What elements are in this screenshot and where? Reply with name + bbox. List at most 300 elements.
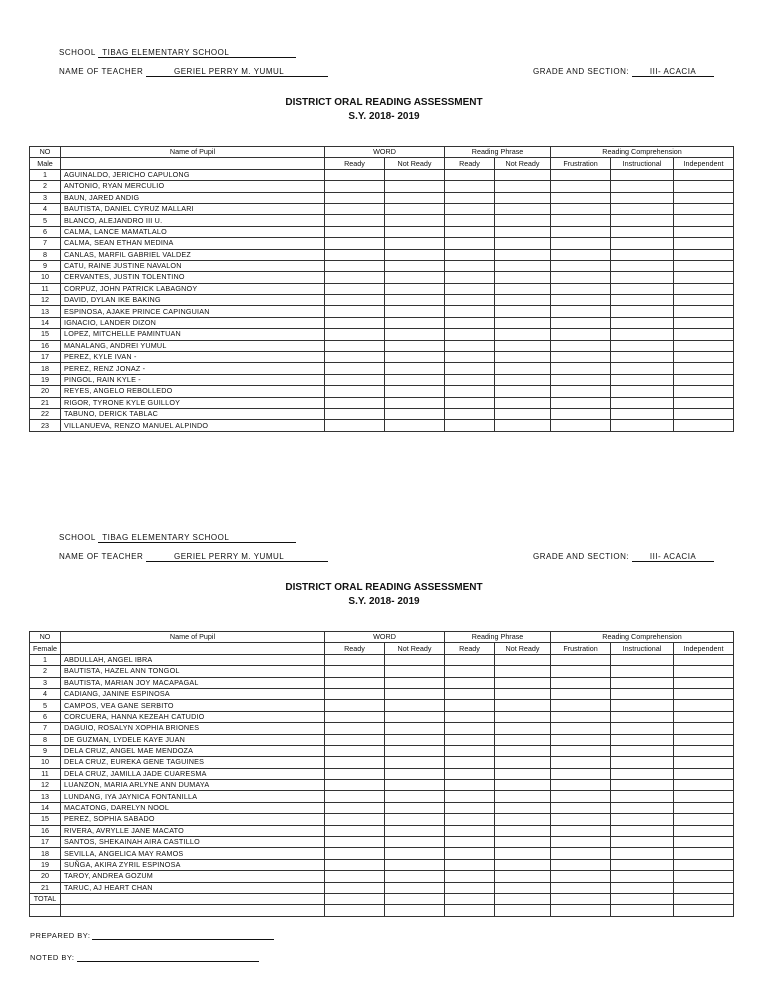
independent-cell[interactable] [674,882,734,893]
frustration-cell[interactable] [551,340,611,351]
phrase-not-ready-cell[interactable] [495,352,551,363]
instructional-cell[interactable] [611,340,674,351]
instructional-cell[interactable] [611,226,674,237]
word-not-ready-cell[interactable] [385,654,445,665]
frustration-cell[interactable] [551,734,611,745]
phrase-not-ready-cell[interactable] [495,386,551,397]
phrase-not-ready-cell[interactable] [495,825,551,836]
instructional-cell[interactable] [611,352,674,363]
word-ready-cell[interactable] [325,871,385,882]
frustration-cell[interactable] [551,711,611,722]
independent-cell[interactable] [674,814,734,825]
instructional-cell[interactable] [611,882,674,893]
word-ready-cell[interactable] [325,654,385,665]
word-not-ready-cell[interactable] [385,408,445,419]
independent-cell[interactable] [674,397,734,408]
instructional-cell[interactable] [611,654,674,665]
phrase-ready-cell[interactable] [445,329,495,340]
phrase-not-ready-cell[interactable] [495,814,551,825]
instructional-cell[interactable] [611,905,674,916]
word-not-ready-cell[interactable] [385,397,445,408]
independent-cell[interactable] [674,780,734,791]
independent-cell[interactable] [674,688,734,699]
frustration-cell[interactable] [551,814,611,825]
instructional-cell[interactable] [611,666,674,677]
word-ready-cell[interactable] [325,203,385,214]
instructional-cell[interactable] [611,317,674,328]
phrase-not-ready-cell[interactable] [495,340,551,351]
word-not-ready-cell[interactable] [385,791,445,802]
word-not-ready-cell[interactable] [385,688,445,699]
frustration-cell[interactable] [551,295,611,306]
instructional-cell[interactable] [611,374,674,385]
word-not-ready-cell[interactable] [385,192,445,203]
word-ready-cell[interactable] [325,215,385,226]
word-ready-cell[interactable] [325,825,385,836]
phrase-not-ready-cell[interactable] [495,757,551,768]
phrase-not-ready-cell[interactable] [495,745,551,756]
independent-cell[interactable] [674,329,734,340]
phrase-ready-cell[interactable] [445,871,495,882]
instructional-cell[interactable] [611,420,674,431]
word-not-ready-cell[interactable] [385,893,445,904]
word-ready-cell[interactable] [325,352,385,363]
phrase-not-ready-cell[interactable] [495,374,551,385]
frustration-cell[interactable] [551,306,611,317]
phrase-ready-cell[interactable] [445,700,495,711]
phrase-not-ready-cell[interactable] [495,317,551,328]
instructional-cell[interactable] [611,791,674,802]
instructional-cell[interactable] [611,871,674,882]
instructional-cell[interactable] [611,700,674,711]
phrase-ready-cell[interactable] [445,397,495,408]
independent-cell[interactable] [674,734,734,745]
frustration-cell[interactable] [551,848,611,859]
instructional-cell[interactable] [611,238,674,249]
frustration-cell[interactable] [551,700,611,711]
frustration-cell[interactable] [551,871,611,882]
instructional-cell[interactable] [611,203,674,214]
frustration-cell[interactable] [551,791,611,802]
instructional-cell[interactable] [611,825,674,836]
frustration-cell[interactable] [551,363,611,374]
phrase-ready-cell[interactable] [445,768,495,779]
frustration-cell[interactable] [551,352,611,363]
instructional-cell[interactable] [611,260,674,271]
independent-cell[interactable] [674,181,734,192]
independent-cell[interactable] [674,654,734,665]
word-not-ready-cell[interactable] [385,848,445,859]
word-ready-cell[interactable] [325,397,385,408]
independent-cell[interactable] [674,871,734,882]
word-not-ready-cell[interactable] [385,745,445,756]
phrase-not-ready-cell[interactable] [495,295,551,306]
phrase-not-ready-cell[interactable] [495,848,551,859]
frustration-cell[interactable] [551,386,611,397]
word-ready-cell[interactable] [325,306,385,317]
phrase-not-ready-cell[interactable] [495,238,551,249]
instructional-cell[interactable] [611,215,674,226]
independent-cell[interactable] [674,837,734,848]
independent-cell[interactable] [674,306,734,317]
word-ready-cell[interactable] [325,723,385,734]
frustration-cell[interactable] [551,408,611,419]
independent-cell[interactable] [674,905,734,916]
frustration-cell[interactable] [551,666,611,677]
instructional-cell[interactable] [611,780,674,791]
phrase-not-ready-cell[interactable] [495,711,551,722]
phrase-not-ready-cell[interactable] [495,226,551,237]
phrase-not-ready-cell[interactable] [495,837,551,848]
phrase-ready-cell[interactable] [445,802,495,813]
phrase-ready-cell[interactable] [445,654,495,665]
phrase-ready-cell[interactable] [445,181,495,192]
word-not-ready-cell[interactable] [385,905,445,916]
phrase-ready-cell[interactable] [445,848,495,859]
phrase-ready-cell[interactable] [445,893,495,904]
frustration-cell[interactable] [551,249,611,260]
word-not-ready-cell[interactable] [385,295,445,306]
independent-cell[interactable] [674,893,734,904]
word-ready-cell[interactable] [325,859,385,870]
word-ready-cell[interactable] [325,386,385,397]
instructional-cell[interactable] [611,723,674,734]
word-ready-cell[interactable] [325,226,385,237]
instructional-cell[interactable] [611,757,674,768]
instructional-cell[interactable] [611,893,674,904]
instructional-cell[interactable] [611,848,674,859]
phrase-not-ready-cell[interactable] [495,871,551,882]
phrase-ready-cell[interactable] [445,374,495,385]
word-not-ready-cell[interactable] [385,363,445,374]
word-ready-cell[interactable] [325,238,385,249]
word-ready-cell[interactable] [325,688,385,699]
instructional-cell[interactable] [611,837,674,848]
phrase-ready-cell[interactable] [445,905,495,916]
instructional-cell[interactable] [611,397,674,408]
phrase-not-ready-cell[interactable] [495,723,551,734]
word-ready-cell[interactable] [325,757,385,768]
word-ready-cell[interactable] [325,745,385,756]
independent-cell[interactable] [674,226,734,237]
phrase-not-ready-cell[interactable] [495,700,551,711]
phrase-ready-cell[interactable] [445,711,495,722]
frustration-cell[interactable] [551,238,611,249]
prepared-by-signature-field[interactable] [92,930,274,940]
frustration-cell[interactable] [551,192,611,203]
independent-cell[interactable] [674,666,734,677]
phrase-ready-cell[interactable] [445,238,495,249]
phrase-ready-cell[interactable] [445,272,495,283]
frustration-cell[interactable] [551,203,611,214]
word-ready-cell[interactable] [325,374,385,385]
independent-cell[interactable] [674,791,734,802]
instructional-cell[interactable] [611,329,674,340]
word-ready-cell[interactable] [325,700,385,711]
independent-cell[interactable] [674,352,734,363]
phrase-not-ready-cell[interactable] [495,677,551,688]
phrase-not-ready-cell[interactable] [495,768,551,779]
independent-cell[interactable] [674,192,734,203]
frustration-cell[interactable] [551,420,611,431]
word-ready-cell[interactable] [325,272,385,283]
word-ready-cell[interactable] [325,711,385,722]
frustration-cell[interactable] [551,374,611,385]
phrase-ready-cell[interactable] [445,723,495,734]
word-ready-cell[interactable] [325,677,385,688]
word-not-ready-cell[interactable] [385,203,445,214]
phrase-not-ready-cell[interactable] [495,408,551,419]
word-not-ready-cell[interactable] [385,825,445,836]
word-ready-cell[interactable] [325,814,385,825]
phrase-ready-cell[interactable] [445,295,495,306]
instructional-cell[interactable] [611,363,674,374]
independent-cell[interactable] [674,283,734,294]
independent-cell[interactable] [674,420,734,431]
independent-cell[interactable] [674,825,734,836]
frustration-cell[interactable] [551,260,611,271]
phrase-ready-cell[interactable] [445,249,495,260]
word-not-ready-cell[interactable] [385,169,445,180]
word-not-ready-cell[interactable] [385,780,445,791]
phrase-ready-cell[interactable] [445,340,495,351]
independent-cell[interactable] [674,260,734,271]
phrase-ready-cell[interactable] [445,317,495,328]
independent-cell[interactable] [674,272,734,283]
independent-cell[interactable] [674,700,734,711]
phrase-not-ready-cell[interactable] [495,905,551,916]
word-ready-cell[interactable] [325,734,385,745]
phrase-not-ready-cell[interactable] [495,329,551,340]
independent-cell[interactable] [674,848,734,859]
word-not-ready-cell[interactable] [385,420,445,431]
frustration-cell[interactable] [551,859,611,870]
word-not-ready-cell[interactable] [385,814,445,825]
instructional-cell[interactable] [611,688,674,699]
phrase-ready-cell[interactable] [445,837,495,848]
frustration-cell[interactable] [551,723,611,734]
word-not-ready-cell[interactable] [385,882,445,893]
phrase-not-ready-cell[interactable] [495,215,551,226]
instructional-cell[interactable] [611,734,674,745]
word-ready-cell[interactable] [325,837,385,848]
word-not-ready-cell[interactable] [385,711,445,722]
word-not-ready-cell[interactable] [385,666,445,677]
independent-cell[interactable] [674,802,734,813]
noted-by-signature-field[interactable] [77,952,259,962]
phrase-ready-cell[interactable] [445,215,495,226]
instructional-cell[interactable] [611,306,674,317]
independent-cell[interactable] [674,711,734,722]
phrase-not-ready-cell[interactable] [495,306,551,317]
phrase-ready-cell[interactable] [445,677,495,688]
word-not-ready-cell[interactable] [385,723,445,734]
phrase-not-ready-cell[interactable] [495,169,551,180]
phrase-not-ready-cell[interactable] [495,260,551,271]
word-ready-cell[interactable] [325,329,385,340]
instructional-cell[interactable] [611,711,674,722]
word-not-ready-cell[interactable] [385,677,445,688]
independent-cell[interactable] [674,374,734,385]
independent-cell[interactable] [674,859,734,870]
phrase-ready-cell[interactable] [445,825,495,836]
instructional-cell[interactable] [611,272,674,283]
phrase-not-ready-cell[interactable] [495,734,551,745]
phrase-not-ready-cell[interactable] [495,283,551,294]
phrase-not-ready-cell[interactable] [495,363,551,374]
instructional-cell[interactable] [611,249,674,260]
phrase-ready-cell[interactable] [445,352,495,363]
frustration-cell[interactable] [551,654,611,665]
phrase-ready-cell[interactable] [445,420,495,431]
word-ready-cell[interactable] [325,181,385,192]
phrase-not-ready-cell[interactable] [495,420,551,431]
instructional-cell[interactable] [611,283,674,294]
phrase-ready-cell[interactable] [445,734,495,745]
independent-cell[interactable] [674,317,734,328]
phrase-not-ready-cell[interactable] [495,181,551,192]
word-not-ready-cell[interactable] [385,249,445,260]
word-not-ready-cell[interactable] [385,306,445,317]
instructional-cell[interactable] [611,192,674,203]
word-ready-cell[interactable] [325,666,385,677]
phrase-not-ready-cell[interactable] [495,688,551,699]
word-not-ready-cell[interactable] [385,374,445,385]
frustration-cell[interactable] [551,272,611,283]
word-ready-cell[interactable] [325,295,385,306]
phrase-ready-cell[interactable] [445,169,495,180]
phrase-not-ready-cell[interactable] [495,249,551,260]
word-not-ready-cell[interactable] [385,837,445,848]
frustration-cell[interactable] [551,757,611,768]
word-not-ready-cell[interactable] [385,768,445,779]
independent-cell[interactable] [674,340,734,351]
word-ready-cell[interactable] [325,260,385,271]
independent-cell[interactable] [674,238,734,249]
frustration-cell[interactable] [551,802,611,813]
phrase-ready-cell[interactable] [445,757,495,768]
independent-cell[interactable] [674,249,734,260]
independent-cell[interactable] [674,408,734,419]
word-ready-cell[interactable] [325,249,385,260]
frustration-cell[interactable] [551,882,611,893]
independent-cell[interactable] [674,745,734,756]
phrase-ready-cell[interactable] [445,408,495,419]
independent-cell[interactable] [674,295,734,306]
word-not-ready-cell[interactable] [385,272,445,283]
word-not-ready-cell[interactable] [385,283,445,294]
phrase-not-ready-cell[interactable] [495,802,551,813]
instructional-cell[interactable] [611,169,674,180]
instructional-cell[interactable] [611,745,674,756]
frustration-cell[interactable] [551,905,611,916]
phrase-ready-cell[interactable] [445,283,495,294]
independent-cell[interactable] [674,723,734,734]
instructional-cell[interactable] [611,181,674,192]
word-not-ready-cell[interactable] [385,238,445,249]
phrase-not-ready-cell[interactable] [495,272,551,283]
phrase-not-ready-cell[interactable] [495,397,551,408]
phrase-not-ready-cell[interactable] [495,859,551,870]
phrase-ready-cell[interactable] [445,363,495,374]
independent-cell[interactable] [674,677,734,688]
word-ready-cell[interactable] [325,802,385,813]
phrase-not-ready-cell[interactable] [495,791,551,802]
word-ready-cell[interactable] [325,340,385,351]
frustration-cell[interactable] [551,181,611,192]
independent-cell[interactable] [674,363,734,374]
word-not-ready-cell[interactable] [385,859,445,870]
frustration-cell[interactable] [551,780,611,791]
independent-cell[interactable] [674,768,734,779]
word-not-ready-cell[interactable] [385,329,445,340]
independent-cell[interactable] [674,757,734,768]
word-ready-cell[interactable] [325,420,385,431]
phrase-not-ready-cell[interactable] [495,893,551,904]
instructional-cell[interactable] [611,802,674,813]
word-ready-cell[interactable] [325,317,385,328]
frustration-cell[interactable] [551,283,611,294]
phrase-not-ready-cell[interactable] [495,654,551,665]
independent-cell[interactable] [674,215,734,226]
word-ready-cell[interactable] [325,169,385,180]
word-not-ready-cell[interactable] [385,802,445,813]
word-ready-cell[interactable] [325,791,385,802]
phrase-ready-cell[interactable] [445,203,495,214]
instructional-cell[interactable] [611,295,674,306]
frustration-cell[interactable] [551,837,611,848]
frustration-cell[interactable] [551,226,611,237]
phrase-not-ready-cell[interactable] [495,192,551,203]
phrase-ready-cell[interactable] [445,745,495,756]
frustration-cell[interactable] [551,768,611,779]
independent-cell[interactable] [674,203,734,214]
word-ready-cell[interactable] [325,192,385,203]
frustration-cell[interactable] [551,317,611,328]
word-not-ready-cell[interactable] [385,215,445,226]
frustration-cell[interactable] [551,745,611,756]
instructional-cell[interactable] [611,677,674,688]
word-not-ready-cell[interactable] [385,386,445,397]
word-not-ready-cell[interactable] [385,871,445,882]
instructional-cell[interactable] [611,386,674,397]
word-not-ready-cell[interactable] [385,260,445,271]
word-ready-cell[interactable] [325,768,385,779]
frustration-cell[interactable] [551,169,611,180]
phrase-not-ready-cell[interactable] [495,882,551,893]
instructional-cell[interactable] [611,814,674,825]
word-ready-cell[interactable] [325,780,385,791]
phrase-ready-cell[interactable] [445,666,495,677]
phrase-ready-cell[interactable] [445,859,495,870]
phrase-not-ready-cell[interactable] [495,780,551,791]
word-not-ready-cell[interactable] [385,226,445,237]
word-not-ready-cell[interactable] [385,757,445,768]
phrase-ready-cell[interactable] [445,306,495,317]
phrase-not-ready-cell[interactable] [495,203,551,214]
word-ready-cell[interactable] [325,283,385,294]
word-not-ready-cell[interactable] [385,181,445,192]
word-not-ready-cell[interactable] [385,352,445,363]
frustration-cell[interactable] [551,688,611,699]
instructional-cell[interactable] [611,859,674,870]
word-not-ready-cell[interactable] [385,340,445,351]
phrase-ready-cell[interactable] [445,226,495,237]
word-not-ready-cell[interactable] [385,317,445,328]
instructional-cell[interactable] [611,408,674,419]
word-ready-cell[interactable] [325,848,385,859]
independent-cell[interactable] [674,386,734,397]
